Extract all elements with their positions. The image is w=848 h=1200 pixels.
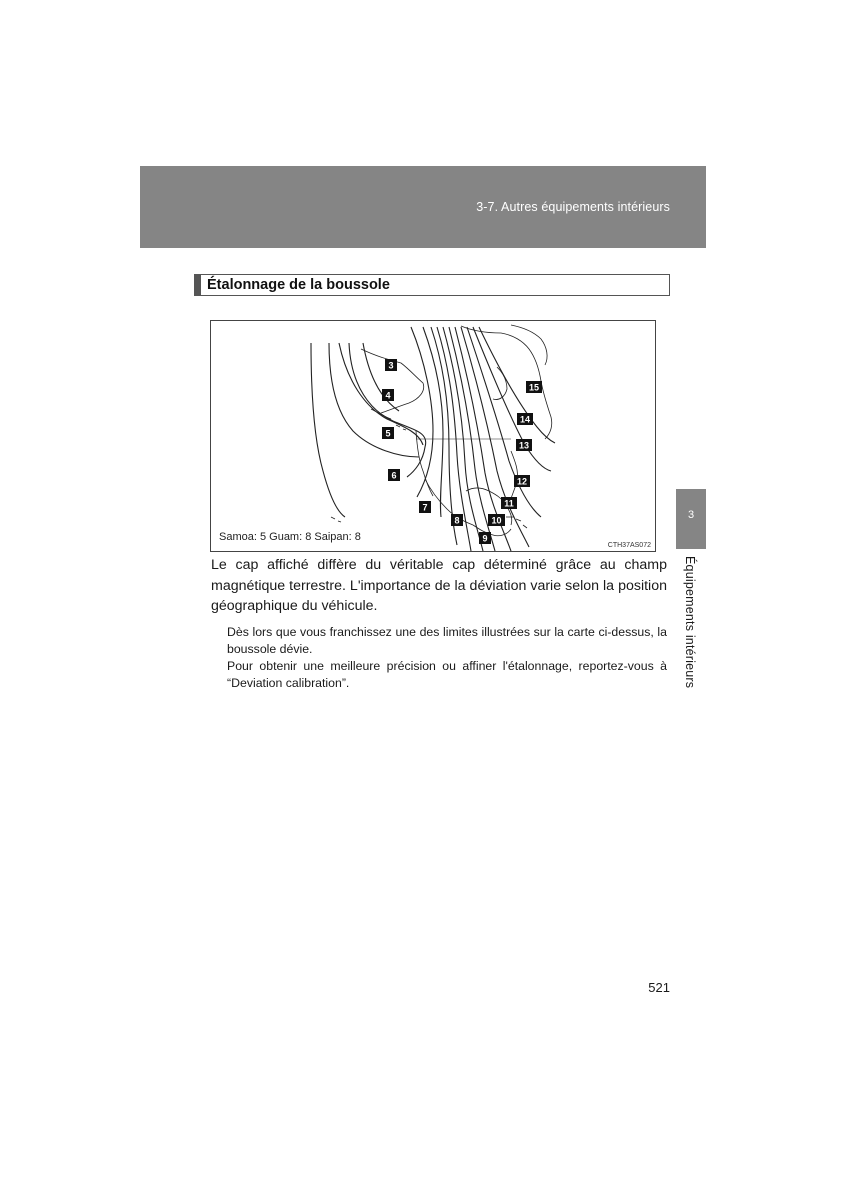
hudson-bay <box>493 367 507 400</box>
west-coast <box>416 431 433 496</box>
zone-label-6: 6 <box>391 470 397 481</box>
compass-zone-map <box>210 320 656 552</box>
zone-boundary <box>311 343 345 517</box>
zone-label-3: 3 <box>388 360 394 371</box>
zone-label-10: 10 <box>491 515 502 526</box>
chapter-side-label: Équipements intérieurs <box>683 556 697 689</box>
chapter-tab <box>676 489 706 549</box>
figure-code: CTH37AS072 <box>607 542 651 549</box>
zone-boundary <box>329 343 419 457</box>
notes <box>227 624 667 692</box>
zone-label-12: 12 <box>516 476 528 487</box>
zone-boundary <box>411 327 433 497</box>
zone-boundary <box>431 327 460 545</box>
baja-coast <box>425 479 473 525</box>
chapter-section-label: 3-7. Autres équipements intérieurs <box>476 200 670 214</box>
zone-label-5: 5 <box>385 428 391 439</box>
figure-caption: Samoa: 5 Guam: 8 Saipan: 8 <box>219 531 361 543</box>
zone-label-13: 13 <box>518 440 530 451</box>
zone-label-7: 7 <box>422 502 428 513</box>
body-paragraph: Le cap affiché diffère du véritable cap déterminé grâce au champ magnétique terrestre. L'importance de la déviation varie selon la position géographique du véhicule. <box>211 557 667 614</box>
greenland <box>511 325 547 365</box>
section-heading-marker <box>195 275 201 295</box>
zone-label-11: 11 <box>504 498 514 509</box>
note-2: Pour obtenir une meilleure précision ou affiner l'étalonnage, reportez-vous à “Deviation calibration”. <box>227 659 667 690</box>
zone-label-14: 14 <box>519 414 531 425</box>
zone-label-4: 4 <box>385 390 391 401</box>
zone-label-8: 8 <box>454 515 460 526</box>
hawaii <box>331 517 341 522</box>
page-number: 521 <box>648 980 670 995</box>
chapter-header-band <box>140 166 706 248</box>
zone-boundary <box>473 327 551 471</box>
zone-boundary <box>479 327 555 443</box>
note-1: Dès lors que vous franchissez une des limites illustrées sur la carte ci-dessus, la boussole dévie. <box>227 625 667 656</box>
section-heading <box>194 274 670 296</box>
zone-label-9: 9 <box>482 533 488 544</box>
chapter-tab-number: 3 <box>687 509 695 521</box>
section-title: Étalonnage de la boussole <box>207 277 390 293</box>
zone-label-15: 15 <box>528 382 540 393</box>
compass-zone-map-drawing <box>211 321 657 553</box>
